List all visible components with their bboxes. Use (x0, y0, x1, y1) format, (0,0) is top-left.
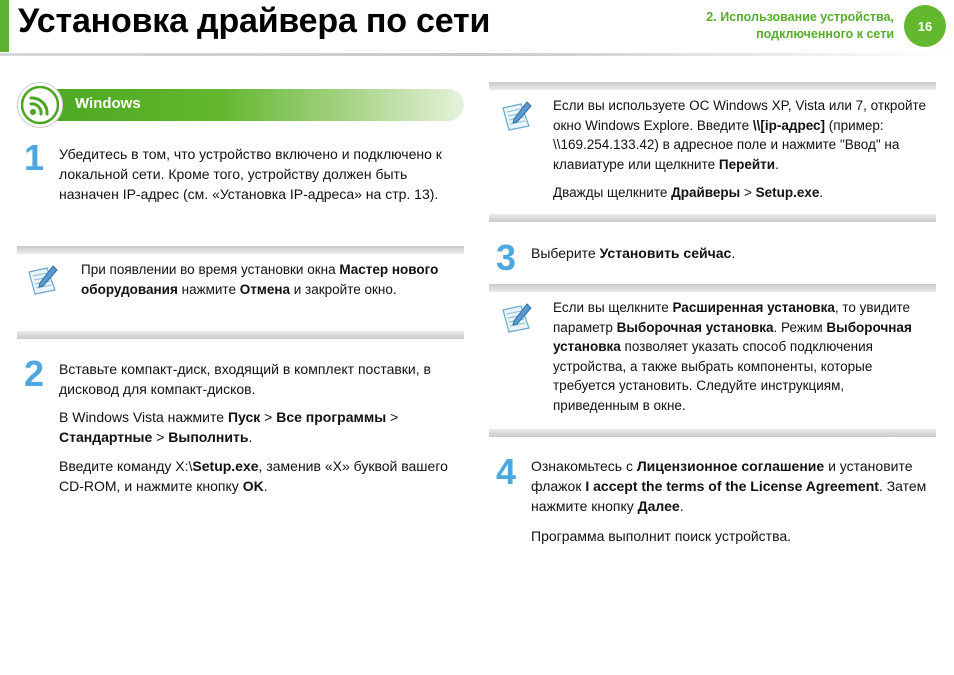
breadcrumb (634, 9, 894, 43)
breadcrumb-line2: подключенного к сети (756, 27, 894, 41)
note-top-bar (17, 246, 464, 254)
step-2-text-3: Введите команду X:\Setup.exe, заменив «X» буквой вашего CD-ROM, и нажмите кнопку OK. (59, 458, 448, 494)
header-divider (0, 53, 954, 56)
step-2-text-1: Вставьте компакт-диск, входящий в комплект поставки, в дисковод для компакт-дисков. (59, 361, 431, 397)
step-1-text: Убедитесь в том, что устройство включено и подключено к локальной сети. Кроме того, устройству должен быть назначен IP-адрес (см. «Установка IP-адреса» на стр. 13). (59, 146, 442, 202)
note-pen-icon (499, 98, 535, 134)
note-pen-icon (499, 300, 535, 336)
step-number-1: 1 (24, 137, 45, 178)
breadcrumb-line1: 2. Использование устройства, (706, 10, 894, 24)
note-box-1 (17, 246, 464, 339)
step-4-text: Ознакомьтесь с Лицензионное соглашение и установите флажок I accept the terms of the License Agreement. Затем нажмите кнопку Далее. (531, 458, 927, 514)
page-number-badge: 16 (904, 5, 946, 47)
note-pen-icon (25, 262, 61, 298)
header-accent-bar (0, 0, 9, 52)
section-icon-circle (17, 82, 63, 128)
note-top-bar (489, 284, 936, 292)
step-3-text: Выберите Установить сейчас. (531, 245, 736, 261)
wireless-network-icon (21, 86, 59, 124)
step-number-2: 2 (24, 353, 45, 394)
section-label: Windows (75, 95, 141, 112)
note-1-text: При появлении во время установки окна Мастер нового оборудования нажмите Отмена и закройте окно. (81, 262, 439, 297)
note-2-text-2: Дважды щелкните Драйверы > Setup.exe. (553, 185, 824, 200)
note-top-bar (489, 82, 936, 90)
page-title: Установка драйвера по сети (18, 2, 491, 40)
note-bottom-bar (489, 429, 936, 437)
step-number-3: 3 (496, 237, 517, 278)
note-2-text: Если вы используете ОС Windows XP, Vista или 7, откройте окно Windows Explore. Введите \\[ip-адрес] (пример: \\169.254.133.42) в адресное поле и нажмите "Ввод" на клавиатуре или щелкните Перейти. (553, 98, 927, 172)
step-2-text-2: В Windows Vista нажмите Пуск > Все программы > Стандартные > Выполнить. (59, 409, 399, 445)
note-bottom-bar (489, 214, 936, 222)
step-4-text-2: Программа выполнит поиск устройства. (531, 528, 792, 544)
note-box-2 (489, 82, 936, 222)
note-box-3 (489, 284, 936, 437)
step-number-4: 4 (496, 451, 517, 492)
note-bottom-bar (17, 331, 464, 339)
note-3-text: Если вы щелкните Расширенная установка, то увидите параметр Выборочная установка. Режим Выборочная установка позволяет указать способ подключения устройства, а также выбрать компоненты, которые требуется установить. Следуйте инструкциям, приведенным в окне. (553, 300, 912, 413)
